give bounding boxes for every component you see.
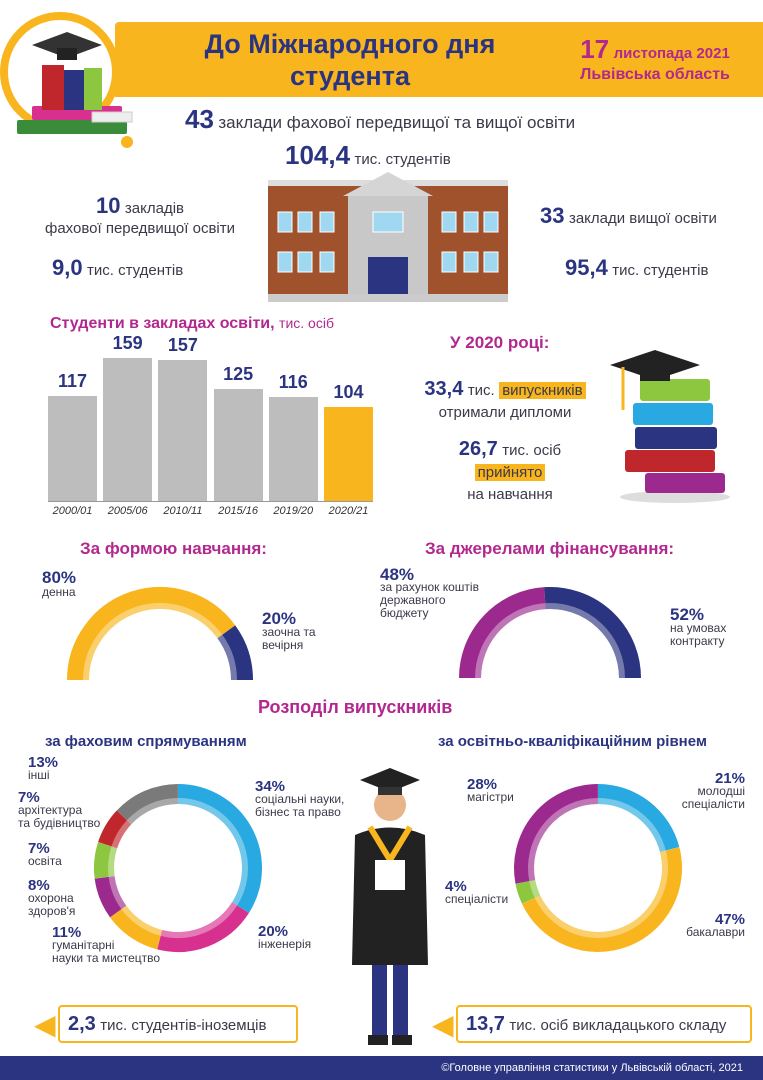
field-title: за фаховим спрямуванням <box>45 733 247 750</box>
bar-2015/16 <box>214 389 263 502</box>
admitted-2020: 26,7 тис. осіб прийнято на навчання <box>458 438 562 503</box>
bar-value-label: 116 <box>278 371 308 392</box>
bar-category-label: 2010/11 <box>163 505 203 517</box>
bar-value-label: 104 <box>333 382 364 403</box>
slice-1 <box>545 598 630 678</box>
pre-higher-students: 9,0 тис. студентів <box>52 255 184 280</box>
students-bar-chart <box>48 332 373 502</box>
study-form-extramural: 20% заочна та вечірня <box>262 609 316 652</box>
level-donut <box>510 780 686 956</box>
bar-2010/11 <box>158 360 207 501</box>
books-diploma-icon <box>12 20 142 150</box>
funding-budget: 48% за рахунок коштів державного бюджету <box>380 565 479 620</box>
bar-category-label: 2020/21 <box>328 505 369 517</box>
university-building-icon <box>268 172 508 302</box>
bar-value-label: 125 <box>223 363 254 384</box>
pre-higher-institutions: 10 закладів фахової передвищої освіти <box>45 193 235 237</box>
total-institutions: 43 заклади фахової передвищої та вищої освіти <box>185 104 576 134</box>
field-item-humanities: 11% гуманітарні науки та мистецтво <box>52 924 161 965</box>
bar-2005/06 <box>103 358 152 501</box>
study-form-title: За формою навчання: <box>80 539 267 558</box>
staff-arrow-icon: ◀ <box>432 1009 454 1040</box>
higher-institutions: 33 заклади вищої освіти <box>540 203 717 228</box>
level-item-bachelors: 47% бакалаври <box>686 911 745 939</box>
graduates-title: Розподіл випускників <box>258 697 453 717</box>
students-bar-chart-labels <box>48 505 373 521</box>
funding-contract: 52% на умовах контракту <box>670 605 727 648</box>
bar-2019/20 <box>269 397 318 501</box>
slice-4 <box>104 845 108 877</box>
slice-1 <box>531 850 672 942</box>
total-students: 104,4 тис. студентів <box>285 140 451 170</box>
date: 17 листопада 2021 <box>580 34 730 64</box>
bar-category-label: 2015/16 <box>218 505 258 517</box>
bar-category-label: 2019/20 <box>273 505 314 517</box>
foreign-students: 2,3 тис. студентів-іноземців <box>58 1005 298 1043</box>
graduate-figure-icon <box>340 765 440 1055</box>
footer: ©Головне управління статистики у Львівській області, 2021 <box>0 1056 763 1080</box>
bar-category-label: 2005/06 <box>107 505 148 517</box>
foreign-arrow-icon: ◀ <box>34 1009 56 1040</box>
region: Львівська область <box>580 66 730 83</box>
higher-students: 95,4 тис. студентів <box>565 255 709 280</box>
page-title: До Міжнародного дня студента <box>204 29 496 91</box>
study-form-day: 80% денна <box>42 568 77 599</box>
field-item-education: 7% освіта <box>28 840 62 868</box>
level-title: за освітньо-кваліфікаційним рівнем <box>438 733 707 750</box>
field-item-health: 8% охорона здоров'я <box>28 877 76 918</box>
funding-donut <box>458 578 642 680</box>
bar-2000/01 <box>48 396 97 501</box>
bar-category-label: 2000/01 <box>52 505 93 517</box>
study-form-donut <box>60 578 260 688</box>
slice-inner-4 <box>111 847 114 876</box>
bar-2020/21 <box>324 407 373 501</box>
students-chart-title: Студенти в закладах освіти, тис. осіб <box>50 315 334 332</box>
bar-value-label: 159 <box>112 332 143 353</box>
level-item-masters: 28% магістри <box>467 776 514 804</box>
teaching-staff: 13,7 тис. осіб викладацького складу <box>456 1005 752 1043</box>
bar-value-label: 157 <box>167 334 198 355</box>
field-item-social: 34% соціальні науки, бізнес та право <box>255 778 345 819</box>
field-item-engineering: 20% інженерія <box>258 923 312 951</box>
year2020-title: У 2020 році: <box>450 333 550 352</box>
books-stack-icon <box>605 345 735 505</box>
field-item-other: 13% інші <box>28 754 59 782</box>
field-item-architecture: 7% архітектура та будівництво <box>18 789 101 830</box>
level-item-specialists: 4% спеціалісти <box>445 878 509 906</box>
bar-value-label: 117 <box>57 370 88 391</box>
graduates-2020: 33,4 тис. випускників отримали дипломи <box>405 378 605 424</box>
funding-title: За джерелами фінансування: <box>425 539 675 558</box>
level-item-junior: 21% молодші спеціалісти <box>681 770 745 811</box>
